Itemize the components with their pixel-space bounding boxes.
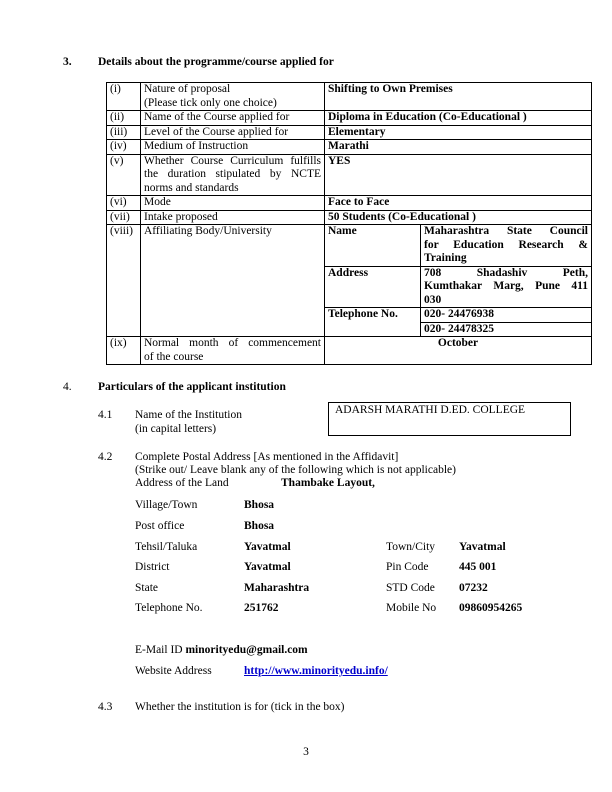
- section-3-title: Details about the programme/course applied for: [98, 56, 334, 68]
- section-3-number: 3.: [63, 56, 72, 68]
- table-row: [107, 140, 592, 155]
- row-label: Mode: [141, 196, 325, 211]
- affiliating-telephone-label: Telephone No.: [325, 308, 421, 337]
- table-row: [107, 196, 592, 211]
- affiliating-name-line: for Education Research &: [424, 238, 589, 251]
- post-office-value: Bhosa: [244, 520, 275, 532]
- row-number: (vi): [107, 196, 141, 211]
- section-4-title: Particulars of the applicant institution: [98, 381, 286, 393]
- land-address-value: Thambake Layout,: [281, 477, 375, 489]
- affiliating-name-label: Name: [325, 225, 421, 267]
- website-label: Website Address: [135, 665, 212, 677]
- affiliating-name-line: Maharashtra State Council: [424, 225, 589, 237]
- post-office-label: Post office: [135, 520, 185, 532]
- email-label: E-Mail ID: [135, 644, 186, 656]
- affiliating-address-line: Kumthakar Marg, Pune 411: [424, 280, 589, 292]
- state-label: State: [135, 582, 158, 594]
- row-label: [141, 337, 325, 365]
- affiliating-address-line: 030: [424, 293, 442, 306]
- row-number: (i): [107, 83, 141, 111]
- row-label-line: the duration stipulated by NCTE: [144, 168, 321, 180]
- row-label-line: of the course: [144, 350, 204, 363]
- mobile-value: 09860954265: [459, 602, 523, 614]
- pin-code-value: 445 001: [459, 561, 497, 573]
- row-label: Level of the Course applied for: [141, 125, 325, 140]
- subsection-4-1-number: 4.1: [98, 409, 113, 421]
- subsection-4-2-number: 4.2: [98, 451, 113, 463]
- row-value: Shifting to Own Premises: [325, 83, 592, 111]
- town-label: Town/City: [386, 541, 436, 553]
- table-row: [107, 125, 592, 140]
- institution-name-value: ADARSH MARATHI D.ED. COLLEGE: [335, 404, 526, 416]
- row-label-line: norms and standards: [144, 181, 239, 194]
- row-value: Elementary: [325, 125, 592, 140]
- telephone-value: 251762: [244, 602, 279, 614]
- row-number: (v): [107, 154, 141, 196]
- institution-name-label: Name of the Institution: [135, 409, 242, 421]
- section-4-number: 4.: [63, 381, 72, 393]
- table-row: [107, 337, 592, 365]
- page-number: 3: [303, 746, 309, 758]
- email-row: [135, 644, 308, 658]
- district-label: District: [135, 561, 170, 573]
- village-label: Village/Town: [135, 499, 198, 511]
- district-value: Yavatmal: [244, 561, 291, 573]
- row-number: (ix): [107, 337, 141, 365]
- table-row: [107, 225, 592, 267]
- row-label: Intake proposed: [141, 210, 325, 225]
- row-label: Medium of Instruction: [141, 140, 325, 155]
- row-value: October: [325, 337, 592, 365]
- row-label-line: Normal month of commencement: [144, 337, 321, 349]
- row-value: 50 Students (Co-Educational ): [325, 210, 592, 225]
- affiliating-address-line: 708 Shadashiv Peth,: [424, 266, 589, 279]
- institution-name-box: [328, 402, 571, 436]
- row-value: Face to Face: [325, 196, 592, 211]
- mobile-label: Mobile No: [386, 602, 437, 614]
- telephone-label: Telephone No.: [135, 602, 203, 614]
- programme-details-table: [106, 82, 592, 365]
- row-label: [141, 154, 325, 196]
- row-number: (vii): [107, 210, 141, 225]
- row-label-line: (Please tick only one choice): [144, 96, 277, 109]
- website-link[interactable]: http://www.minorityedu.info/: [244, 665, 388, 677]
- village-value: Bhosa: [244, 499, 275, 511]
- row-label-line: Nature of proposal: [144, 83, 231, 95]
- state-value: Maharashtra: [244, 582, 310, 594]
- row-label: [141, 83, 325, 111]
- table-row: [107, 154, 592, 196]
- postal-address-instruction: (Strike out/ Leave blank any of the following which is not applicable): [135, 464, 456, 476]
- affiliating-telephone-2: 020- 24478325: [421, 322, 592, 337]
- postal-address-heading: Complete Postal Address [As mentioned in the Affidavit]: [135, 451, 399, 463]
- std-code-label: STD Code: [386, 582, 435, 594]
- row-value: Marathi: [325, 140, 592, 155]
- town-value: Yavatmal: [459, 541, 506, 553]
- row-number: (ii): [107, 111, 141, 126]
- affiliating-address-value: [421, 266, 592, 308]
- row-label: Affiliating Body/University: [141, 225, 325, 337]
- email-value: minorityedu@gmail.com: [185, 644, 308, 656]
- affiliating-name-line: Training: [424, 252, 467, 264]
- table-row: [107, 111, 592, 126]
- subsection-4-3-number: 4.3: [98, 701, 113, 713]
- row-label: Name of the Course applied for: [141, 111, 325, 126]
- institution-name-hint: (in capital letters): [135, 423, 217, 435]
- affiliating-telephone-1: 020- 24476938: [421, 308, 592, 323]
- row-number: (iv): [107, 140, 141, 155]
- row-value: YES: [325, 154, 592, 196]
- row-number: (viii): [107, 225, 141, 337]
- land-address-label: Address of the Land: [135, 477, 229, 489]
- tehsil-label: Tehsil/Taluka: [135, 541, 198, 553]
- institution-type-label: Whether the institution is for (tick in the box): [135, 701, 345, 713]
- row-value: Diploma in Education (Co-Educational ): [325, 111, 592, 126]
- row-number: (iii): [107, 125, 141, 140]
- table-row: [107, 83, 592, 111]
- affiliating-name-value: [421, 225, 592, 267]
- row-label-line: Whether Course Curriculum fulfills: [144, 154, 321, 167]
- tehsil-value: Yavatmal: [244, 541, 291, 553]
- pin-code-label: Pin Code: [386, 561, 429, 573]
- std-code-value: 07232: [459, 582, 488, 594]
- affiliating-address-label: Address: [325, 266, 421, 308]
- table-row: [107, 210, 592, 225]
